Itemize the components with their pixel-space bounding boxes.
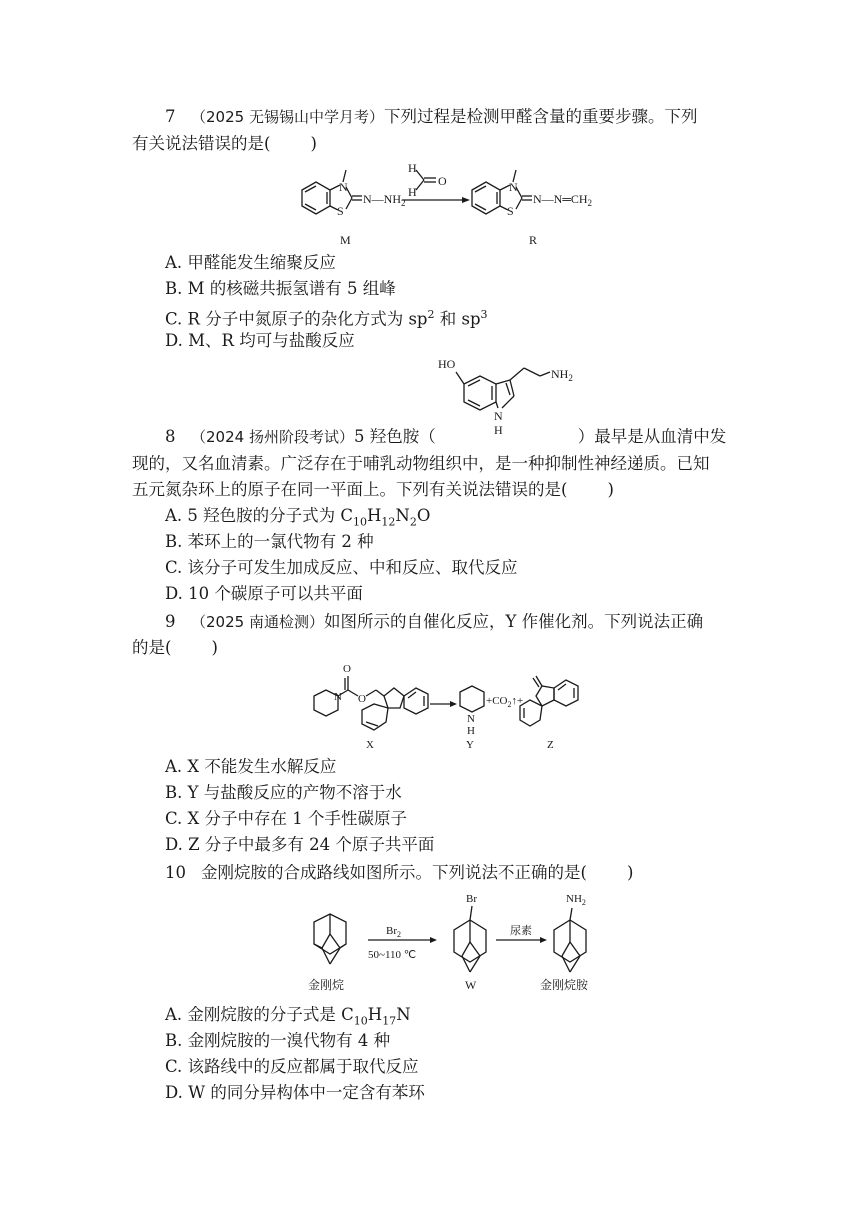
svg-text:Z: Z — [547, 739, 554, 751]
q7-stem-line-2 — [0, 131, 860, 157]
q7-reaction-figure — [290, 158, 620, 248]
q7-label-r: R — [529, 233, 538, 247]
svg-text:O: O — [343, 663, 351, 675]
q7-option-c: C. R 分子中氮原子的杂化方式为 $sp^2$ 和 $sp^3$ — [165, 308, 488, 329]
q8-option-d: D. 10 个碳原子可以共平面 — [165, 584, 363, 603]
q7-source: （2025 无锡锡山中学月考） — [191, 108, 384, 126]
svg-text:Y: Y — [466, 739, 474, 751]
q7-m-n: N — [339, 180, 348, 194]
q10-stem-line-1: 10 金刚烷胺的合成路线如图所示。下列说法不正确的是( ) — [0, 860, 860, 886]
svg-text:N: N — [494, 409, 503, 423]
q7-option-b: B. M 的核磁共振氢谱有 5 组峰 — [165, 279, 396, 298]
q10-option-b: B. 金刚烷胺的一溴代物有 4 种 — [165, 1031, 391, 1050]
q9-option-c: C. X 分子中存在 1 个手性碳原子 — [165, 809, 408, 828]
svg-text:W: W — [465, 978, 477, 992]
q8-stem-line-3: 五元氮杂环上的原子在同一平面上。下列有关说法错误的是( ) — [132, 480, 614, 499]
q7-option-a: A. 甲醛能发生缩聚反应 — [165, 253, 336, 272]
q8-option-b: B. 苯环上的一氯代物有 2 种 — [165, 532, 374, 551]
q9-molecule-x — [314, 663, 428, 751]
svg-text:H: H — [408, 185, 417, 199]
q7-r-chain: $N—N═CH_2$ — [533, 192, 593, 208]
svg-text:金刚烷胺: 金刚烷胺 — [540, 978, 589, 992]
svg-text:X: X — [366, 739, 374, 751]
q10-adamantane — [308, 914, 346, 992]
svg-text:O: O — [438, 174, 447, 188]
q9-molecule-y — [460, 686, 484, 751]
q9-co2: $+CO_2↑+$ — [486, 695, 524, 709]
q8-stem-line-1: 8 （2024 扬州阶段考试）5 羟色胺（ ）最早是从血清中发 — [0, 424, 860, 450]
q7-stem-text-a: 下列过程是检测甲醛含量的重要步骤。下列 — [383, 107, 698, 126]
q7-option-d: D. M、R 均可与盐酸反应 — [165, 331, 355, 350]
q9-molecule-z — [520, 676, 578, 751]
q9-option-d: D. Z 分子中最多有 24 个原子共平面 — [165, 835, 435, 854]
q10-arrow-2 — [496, 923, 547, 943]
q10-number: 10 — [165, 863, 186, 882]
q7-stem-line-1 — [0, 104, 860, 130]
q9-stem-line-2: 的是( ) — [132, 638, 218, 657]
q7-stem-text-b: 有关说法错误的是( — [132, 134, 271, 153]
svg-text:50~110 ℃: 50~110 ℃ — [368, 949, 417, 961]
q10-option-d: D. W 的同分异构体中一定含有苯环 — [165, 1083, 425, 1102]
q8-source: （2024 扬州阶段考试） — [191, 428, 354, 446]
q9-number: 9 — [165, 612, 176, 631]
q10-option-a: A. 金刚烷胺的分子式是 $C_{10}H_{17}N$ — [165, 1005, 411, 1028]
svg-text:Br2: $Br_2$ — [386, 925, 401, 939]
q9-source: （2025 南通检测） — [191, 613, 324, 631]
q9-option-a: A. X 不能发生水解反应 — [165, 757, 337, 776]
q9-stem-line-1: 9 （2025 南通检测）如图所示的自催化反应，Y 作催化剂。下列说法正确 — [0, 609, 860, 635]
q9-reaction-arrow — [430, 701, 457, 707]
q7-molecule-r — [472, 170, 592, 247]
svg-text:N: N — [467, 713, 475, 725]
svg-text:H: H — [408, 161, 417, 175]
svg-text:H: H — [494, 423, 503, 437]
q10-arrow-1 — [368, 925, 437, 961]
q7-m-chain: $N—NH_2$ — [363, 192, 406, 208]
q10-amantadine — [540, 893, 589, 992]
q9-reaction-figure — [304, 660, 594, 755]
svg-text:Br: Br — [466, 893, 477, 905]
svg-text:尿素: 尿素 — [510, 925, 532, 937]
svg-text:NH2: $NH_2$ — [566, 893, 586, 907]
q10-synthesis-figure — [300, 888, 600, 998]
q9-option-b: B. Y 与盐酸反应的产物不溶于水 — [165, 783, 402, 802]
q7-number: 7 — [165, 107, 176, 126]
q8-stem-line-2: 现的，又名血清素。广泛存在于哺乳动物组织中，是一种抑制性神经递质。已知 — [132, 454, 710, 473]
q7-label-m: M — [340, 233, 351, 247]
q7-molecule-m — [302, 170, 406, 247]
svg-text:O: O — [358, 693, 366, 705]
q7-r-n: N — [509, 180, 518, 194]
svg-text:HO: HO — [438, 357, 456, 371]
q7-r-s: S — [507, 204, 514, 218]
svg-text:N: N — [334, 691, 342, 703]
q8-number: 8 — [165, 427, 176, 446]
q8-option-c: C. 该分子可发生加成反应、中和反应、取代反应 — [165, 558, 518, 577]
q10-molecule-w — [454, 893, 486, 992]
svg-text:金刚烷: 金刚烷 — [308, 978, 345, 992]
svg-text:H: H — [467, 725, 475, 737]
q7-formaldehyde — [408, 161, 447, 199]
q7-m-s: S — [337, 204, 344, 218]
q8-option-a: A. 5 羟色胺的分子式为 $C_{10}H_{12}N_2O$ — [165, 506, 431, 529]
q10-option-c: C. 该路线中的反应都属于取代反应 — [165, 1057, 419, 1076]
svg-text:NH2: $NH_2$ — [551, 367, 573, 383]
q7-stem-close: ) — [310, 134, 317, 153]
